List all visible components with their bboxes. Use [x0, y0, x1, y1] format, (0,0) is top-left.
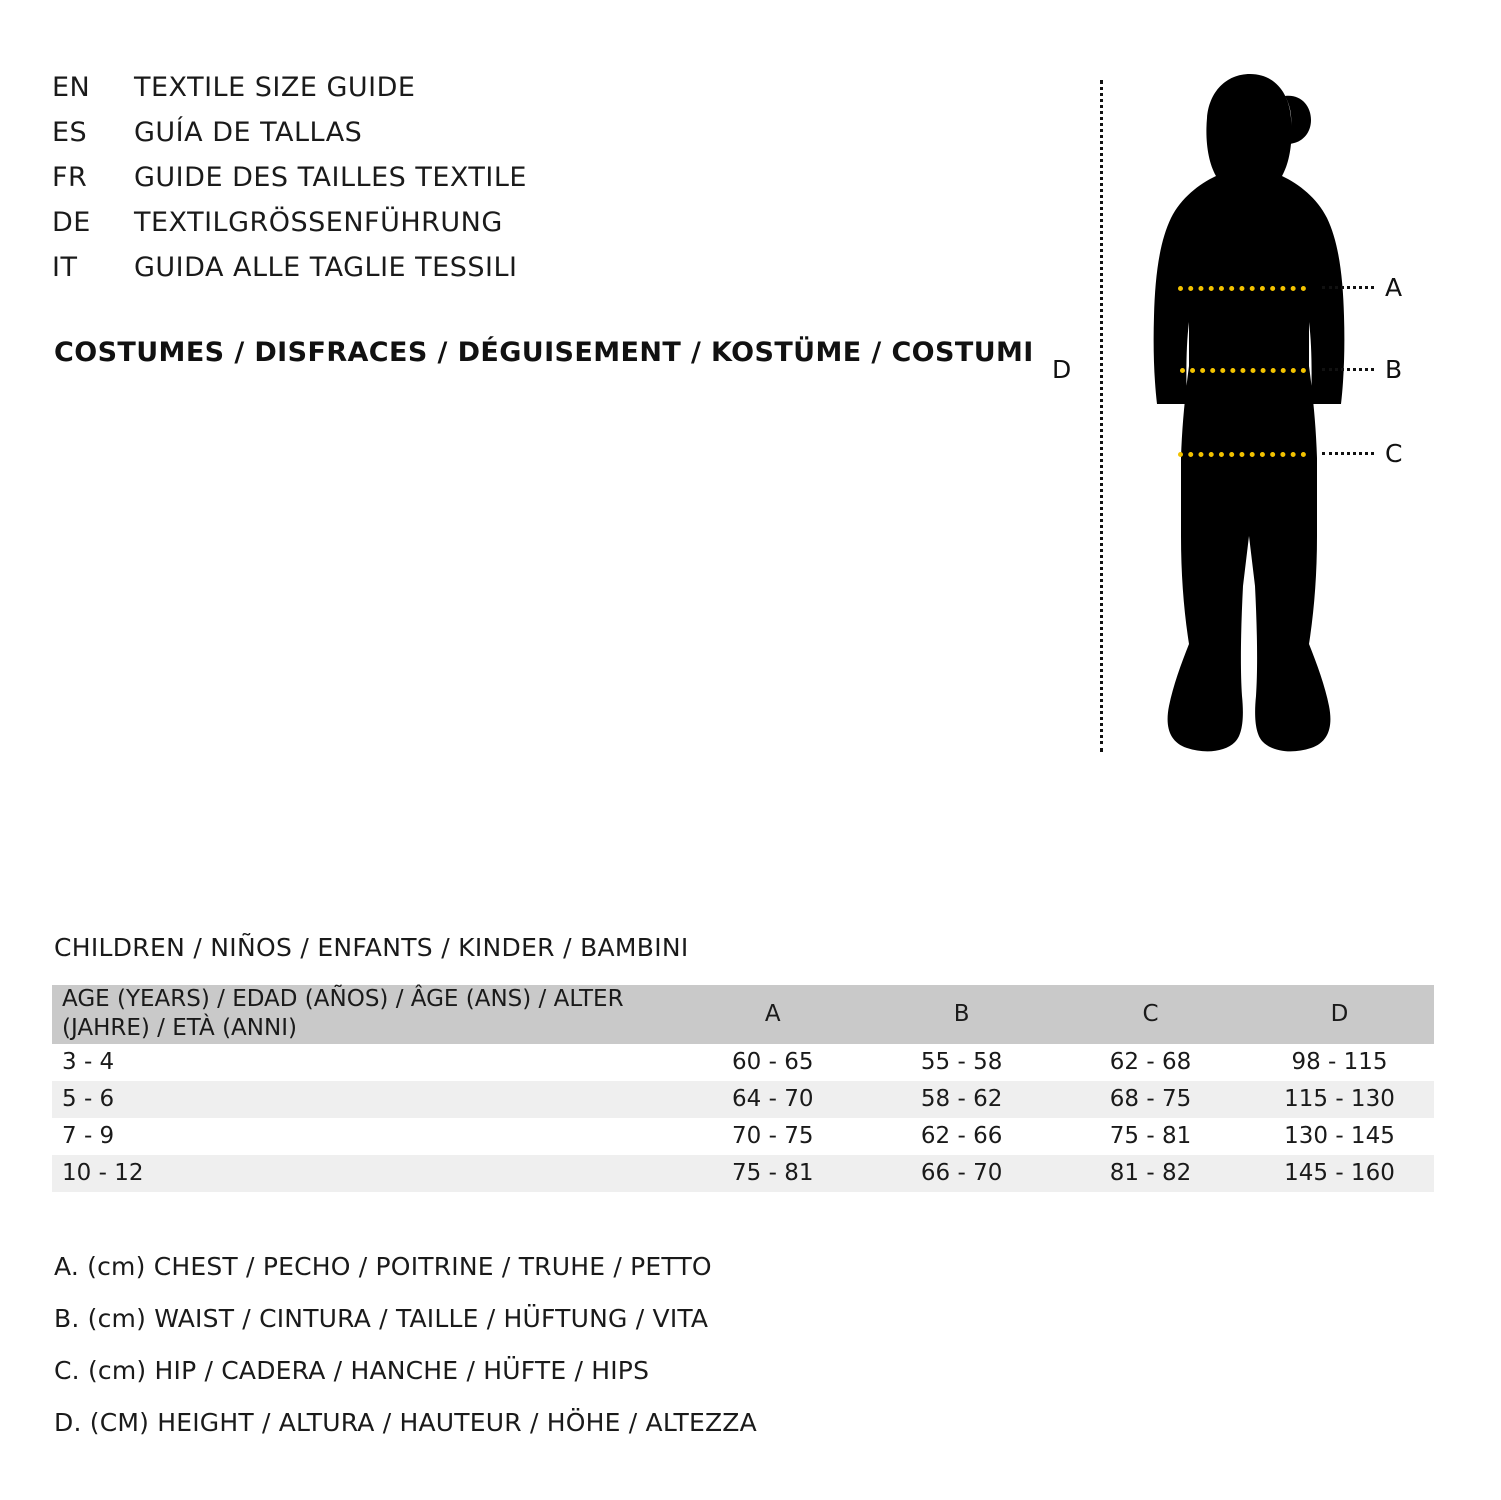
table-head — [52, 985, 1434, 1044]
chest-point-label: A — [1385, 273, 1403, 302]
language-code-en: EN — [52, 72, 91, 103]
chest-leader-line — [1322, 286, 1374, 289]
child-silhouette-icon — [1125, 66, 1375, 756]
cell-age: 5 - 6 — [62, 1086, 115, 1113]
cell-age: 7 - 9 — [62, 1123, 115, 1150]
cell-a: 70 - 75 — [732, 1123, 814, 1150]
table-row — [52, 1118, 1434, 1155]
table-row — [52, 1044, 1434, 1081]
column-header-a: A — [764, 1001, 781, 1028]
language-text-it: GUIDA ALLE TAGLIE TESSILI — [134, 252, 518, 283]
size-diagram — [1030, 60, 1470, 760]
size-table — [52, 985, 1434, 1192]
height-axis-line — [1100, 80, 1103, 752]
column-header-age: AGE (YEARS) / EDAD (AÑOS) / ÂGE (ANS) / ALTER (JAHRE) / ETÀ (ANNI) — [62, 986, 624, 1042]
cell-age: 3 - 4 — [62, 1049, 115, 1076]
height-axis-label: D — [1052, 355, 1072, 384]
cell-d: 115 - 130 — [1284, 1086, 1395, 1113]
costumes-subtitle: COSTUMES / DISFRACES / DÉGUISEMENT / KOSTÜME / COSTUMI — [54, 337, 1034, 368]
waist-leader-line — [1322, 368, 1374, 371]
cell-d: 130 - 145 — [1284, 1123, 1395, 1150]
language-text-fr: GUIDE DES TAILLES TEXTILE — [134, 162, 527, 193]
chest-measure-line — [1178, 286, 1306, 291]
measurement-legend — [54, 1252, 1254, 1460]
legend-item-height: D. (CM) HEIGHT / ALTURA / HAUTEUR / HÖHE / ALTEZZA — [54, 1408, 757, 1437]
table-body — [52, 1044, 1434, 1192]
waist-point-label: B — [1385, 355, 1403, 384]
waist-measure-line — [1180, 368, 1306, 373]
cell-a: 64 - 70 — [732, 1086, 814, 1113]
legend-item-chest: A. (cm) CHEST / PECHO / POITRINE / TRUHE / PETTO — [54, 1252, 712, 1281]
language-row-es — [52, 117, 1032, 162]
cell-a: 75 - 81 — [732, 1160, 814, 1187]
cell-c: 68 - 75 — [1109, 1086, 1192, 1113]
hip-leader-line — [1322, 452, 1374, 455]
language-code-es: ES — [52, 117, 88, 148]
language-code-fr: FR — [52, 162, 88, 193]
cell-c: 75 - 81 — [1109, 1123, 1192, 1150]
table-section-title: CHILDREN / NIÑOS / ENFANTS / KINDER / BAMBINI — [54, 933, 689, 962]
cell-b: 66 - 70 — [920, 1160, 1003, 1187]
legend-item-hip: C. (cm) HIP / CADERA / HANCHE / HÜFTE / HIPS — [54, 1356, 650, 1385]
table-row — [52, 1081, 1434, 1118]
cell-c: 81 - 82 — [1109, 1160, 1192, 1187]
language-text-en: TEXTILE SIZE GUIDE — [134, 72, 416, 103]
table-row — [52, 1155, 1434, 1192]
cell-b: 62 - 66 — [920, 1123, 1003, 1150]
language-row-en — [52, 72, 1032, 117]
column-header-b: B — [953, 1001, 970, 1028]
language-text-es: GUÍA DE TALLAS — [134, 117, 363, 148]
column-header-c: C — [1142, 1001, 1159, 1028]
cell-b: 58 - 62 — [920, 1086, 1003, 1113]
language-row-fr — [52, 162, 1032, 207]
cell-age: 10 - 12 — [62, 1160, 144, 1187]
hip-point-label: C — [1385, 439, 1403, 468]
cell-c: 62 - 68 — [1109, 1049, 1192, 1076]
language-text-de: TEXTILGRÖSSENFÜHRUNG — [134, 207, 503, 238]
cell-d: 145 - 160 — [1284, 1160, 1395, 1187]
cell-a: 60 - 65 — [732, 1049, 814, 1076]
language-row-de — [52, 207, 1032, 252]
table-header-row — [52, 985, 1434, 1044]
column-header-d: D — [1330, 1001, 1349, 1028]
legend-item-waist: B. (cm) WAIST / CINTURA / TAILLE / HÜFTUNG / VITA — [54, 1304, 709, 1333]
language-list — [52, 72, 1032, 297]
hip-measure-line — [1178, 452, 1306, 457]
language-row-it — [52, 252, 1032, 297]
cell-b: 55 - 58 — [920, 1049, 1003, 1076]
cell-d: 98 - 115 — [1291, 1049, 1388, 1076]
language-code-it: IT — [52, 252, 78, 283]
language-code-de: DE — [52, 207, 91, 238]
